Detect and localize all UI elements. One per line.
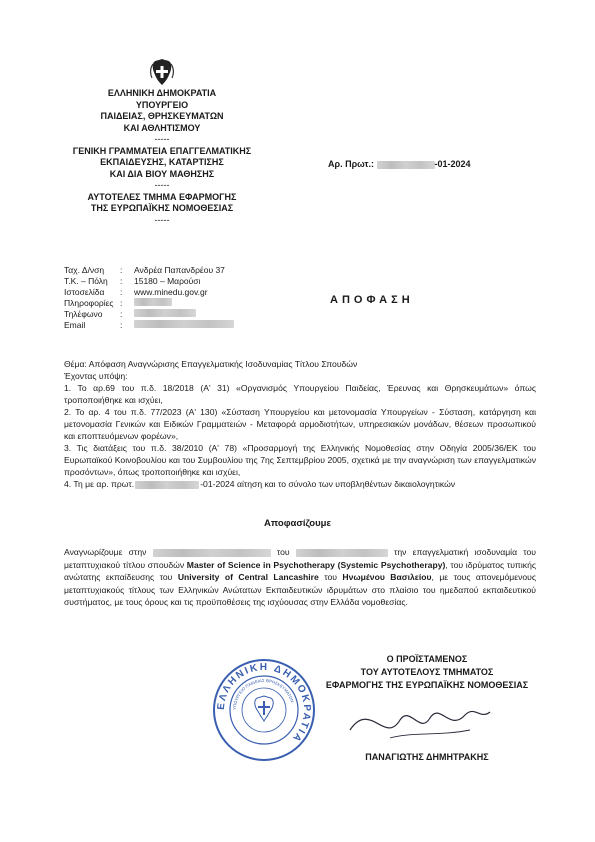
protocol-label: Αρ. Πρωτ.:: [328, 159, 375, 169]
official-stamp: [212, 658, 316, 762]
handwritten-signature: [330, 690, 500, 750]
redacted-name: [296, 549, 388, 557]
contact-label: Τηλέφωνο: [64, 309, 103, 319]
greek-emblem-icon: [150, 58, 174, 86]
contact-row: Ιστοσελίδα : www.minedu.gov.gr: [64, 287, 208, 297]
header-line: ΕΛΛΗΝΙΚΗ ΔΗΜΟΚΡΑΤΙΑ: [107, 88, 217, 98]
redacted-number: [377, 161, 435, 169]
list-item: 4. Τη με αρ. πρωτ. -01-2024 αίτηση και το σύνολο των υποβληθέντων δικαιολογητικών: [64, 479, 456, 489]
contact-block: [64, 265, 284, 331]
contact-row: Τ.Κ. – Πόλη : 15180 – Μαρούσι: [64, 276, 201, 286]
contact-label: Ταχ. Δ/νση: [64, 265, 105, 275]
signatory-name: ΠΑΝΑΓΙΩΤΗΣ ΔΗΜΗΤΡΑΚΗΣ: [365, 752, 489, 762]
header-line: ΑΥΤΟΤΕΛΕΣ ΤΜΗΜΑ ΕΦΑΡΜΟΓΗΣ: [87, 191, 237, 202]
header-line: ΚΑΙ ΑΘΛΗΤΙΣΜΟΥ: [123, 122, 201, 133]
website-link[interactable]: www.minedu.gov.gr: [134, 287, 208, 297]
separator: -----: [154, 180, 170, 190]
header-line: ΕΚΠΑΙΔΕΥΣΗΣ, ΚΑΤΑΡΤΙΣΗΣ: [100, 157, 224, 167]
redacted-value: [134, 298, 172, 306]
contact-row: Email :: [64, 320, 284, 331]
contact-value: 15180 – Μαρούσι: [134, 276, 201, 286]
signature-line: Ο ΠΡΟΪΣΤΑΜΕΝΟΣ: [386, 654, 468, 664]
separator: -----: [154, 214, 170, 225]
redacted-value: [134, 320, 234, 328]
list-item: 2. Το αρ. 4 του π.δ. 77/2023 (Α' 130) «Σύσταση Υπουργείου και μετονομασία Υπουργείων - Σύσταση, κατάργηση και μετονομασία Γενικών και Ειδικών Γραμματειών - Μεταφορά αρμοδιοτήτων, υπηρεσιακών μονάδων, θέσεων προσωπικού και εποπτευόμενων φορέων»,: [64, 407, 536, 441]
protocol-suffix: -01-2024: [434, 159, 471, 169]
contact-row: Ταχ. Δ/νση : Ανδρέα Παπανδρέου 37: [64, 265, 225, 275]
separator: -----: [154, 134, 170, 144]
header-line: ΥΠΟΥΡΓΕΙΟ: [135, 99, 189, 110]
redacted-name: [153, 549, 271, 557]
decision-title: ΑΠΟΦΑΣΗ: [330, 294, 414, 306]
contact-value: Ανδρέα Παπανδρέου 37: [134, 265, 225, 275]
university-name: University of Central Lancashire: [177, 572, 319, 582]
degree-title: Master of Science in Psychotherapy (Systemic Psychotherapy): [186, 559, 446, 570]
list-item: 3. Τις διατάξεις του π.δ. 38/2010 (Α' 78) «Προσαρμογή της Ελληνικής Νομοθεσίας στην Οδηγία 2005/36/ΕΚ του Ευρωπαϊκού Κοινοβουλίου και του Συμβουλίου της 7ης Σεπτεμβρίου 2005, σχετικά με την αναγνώριση των επαγγελματικών προσόντων», όπως τροποποιήθηκε και ισχύει,: [64, 443, 536, 477]
stamp-outer-text: ΕΛΛΗΝΙΚΗ ΔΗΜΟΚΡΑΤΙΑ: [215, 661, 313, 745]
header-line: ΓΕΝΙΚΗ ΓΡΑΜΜΑΤΕΙΑ ΕΠΑΓΓΕΛΜΑΤΙΚΗΣ: [72, 145, 252, 156]
contact-row: Τηλέφωνο :: [64, 309, 284, 320]
contact-label: Τ.Κ. – Πόλη: [64, 276, 108, 286]
header-line: ΤΗΣ ΕΥΡΩΠΑΪΚΗΣ ΝΟΜΟΘΕΣΙΑΣ: [90, 203, 234, 213]
contact-label: Πληροφορίες: [64, 298, 114, 308]
protocol-number: [328, 159, 471, 171]
document-body: [64, 358, 536, 490]
signature-line: ΕΦΑΡΜΟΓΗΣ ΤΗΣ ΕΥΡΩΠΑΪΚΗΣ ΝΟΜΟΘΕΣΙΑΣ: [325, 680, 529, 690]
contact-row: Πληροφορίες :: [64, 298, 284, 309]
we-decide-heading: Αποφασίζουμε: [264, 518, 331, 529]
recognition-paragraph: Αναγνωρίζουμε στην του την επαγγελματική ισοδυναμία του μεταπτυχιακού τίτλου σπουδών Master of Science in Psychotherapy (Systemic Psychotherapy), του ιδρύματος τυπικής ανώτατης εκπαίδευσης του University of Central Lancashire του Ηνωμένου Βασιλείου, με τους απονεμόμενους μεταπτυχιακούς τίτλους των Ελληνικών Ανώτατων Εκπαιδευτικών ιδρυμάτων στο πλαίσιο του ημεδαπού εκπαιδευτικού συστήματος, με τους όρους και τις προϋποθέσεις της ισχύουσας στην Ελλάδα νομοθεσίας.: [64, 547, 537, 607]
ministry-header: [64, 88, 260, 226]
header-line: ΠΑΙΔΕΙΑΣ, ΘΡΗΣΚΕΥΜΑΤΩΝ: [100, 111, 224, 121]
stamp-inner-text: ΥΠΟΥΡΓΕΙΟ ΠΑΙΔΕΙΑΣ ΘΡΗΣΚΕΥΜΑΤΩΝ: [231, 677, 295, 711]
header-line: ΚΑΙ ΔΙΑ ΒΙΟΥ ΜΑΘΗΣΗΣ: [109, 168, 215, 179]
country-name: Ηνωμένου Βασιλείου: [342, 572, 432, 582]
contact-label: Ιστοσελίδα: [64, 287, 105, 297]
considering-label: Έχοντας υπόψη:: [64, 371, 128, 381]
signature-line: ΤΟΥ ΑΥΤΟΤΕΛΟΥΣ ΤΜΗΜΑΤΟΣ: [360, 667, 494, 677]
redacted-number: [135, 481, 199, 489]
redacted-value: [134, 309, 196, 317]
contact-label: Email: [64, 320, 86, 330]
signature-block: [318, 653, 536, 692]
subject-line: Θέμα: Απόφαση Αναγνώρισης Επαγγελματικής Ισοδυναμίας Τίτλου Σπουδών: [64, 359, 358, 369]
list-item: 1. Το αρ.69 του π.δ. 18/2018 (Α' 31) «Οργανισμός Υπουργείου Παιδείας, Έρευνας και Θρησκευμάτων» όπως τροποποιήθηκε και ισχύει,: [64, 383, 536, 405]
